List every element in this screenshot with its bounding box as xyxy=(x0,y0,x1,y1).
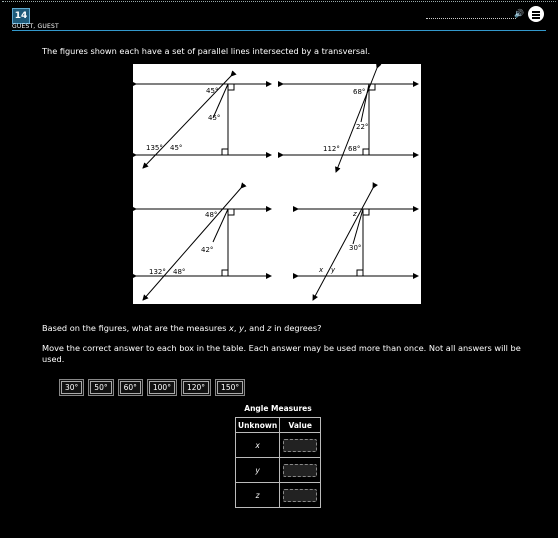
angle-label: 22° xyxy=(356,123,369,131)
angle-label: 112° xyxy=(323,145,340,153)
angle-label: 48° xyxy=(173,268,186,276)
answer-option[interactable]: 100° xyxy=(147,379,177,396)
text-to-speech-icon[interactable]: 🔊 xyxy=(514,9,524,18)
angle-label: y xyxy=(331,266,336,274)
unknown-cell: x xyxy=(236,433,280,458)
table-caption: Angle Measures xyxy=(244,404,312,413)
unknown-cell: y xyxy=(236,458,280,483)
question-number-badge: 14 xyxy=(12,8,30,24)
column-header-unknown: Unknown xyxy=(236,418,280,433)
answer-option[interactable]: 60° xyxy=(118,379,143,396)
progress-dots xyxy=(426,18,516,19)
unknown-cell: z xyxy=(236,483,280,508)
drop-box-y[interactable] xyxy=(283,464,317,477)
angle-label: 30° xyxy=(349,244,362,252)
question-prompt: The figures shown each have a set of parallel lines intersected by a transversal. xyxy=(42,46,371,56)
angle-label: 42° xyxy=(201,246,214,254)
angle-measures-table xyxy=(235,417,321,508)
drop-box-x[interactable] xyxy=(283,439,317,452)
value-cell xyxy=(280,483,321,508)
value-cell xyxy=(280,458,321,483)
top-dotted-rule xyxy=(2,1,556,2)
answer-option[interactable]: 120° xyxy=(181,379,211,396)
angle-label: z xyxy=(353,210,357,218)
answer-option[interactable]: 50° xyxy=(88,379,113,396)
table-row xyxy=(236,483,321,508)
user-name: GUEST, GUEST xyxy=(12,23,59,30)
answer-options xyxy=(59,379,245,396)
angle-label: 135° xyxy=(146,144,163,152)
menu-icon[interactable] xyxy=(528,6,544,22)
parallel-lines-figure xyxy=(133,64,421,304)
header-rule xyxy=(12,30,546,31)
answer-option[interactable]: 30° xyxy=(59,379,84,396)
angle-label: 45° xyxy=(206,87,219,95)
angle-label: 68° xyxy=(348,145,361,153)
question-instructions: Move the correct answer to each box in the table. Each answer may be used more than once. Not all answers will be used. xyxy=(42,343,521,364)
angle-label: 45° xyxy=(170,144,183,152)
table-row xyxy=(236,458,321,483)
value-cell xyxy=(280,433,321,458)
angle-label: 48° xyxy=(205,211,218,219)
drop-box-z[interactable] xyxy=(283,489,317,502)
question-text: Based on the figures, what are the measures x, y, and z in degrees? xyxy=(42,323,322,333)
angle-label: 68° xyxy=(353,88,366,96)
answer-option[interactable]: 150° xyxy=(215,379,245,396)
angle-label: x xyxy=(319,266,324,274)
angle-label: 132° xyxy=(149,268,166,276)
column-header-value: Value xyxy=(280,418,321,433)
angle-label: 45° xyxy=(208,114,221,122)
top-bar xyxy=(0,0,558,32)
table-row xyxy=(236,433,321,458)
